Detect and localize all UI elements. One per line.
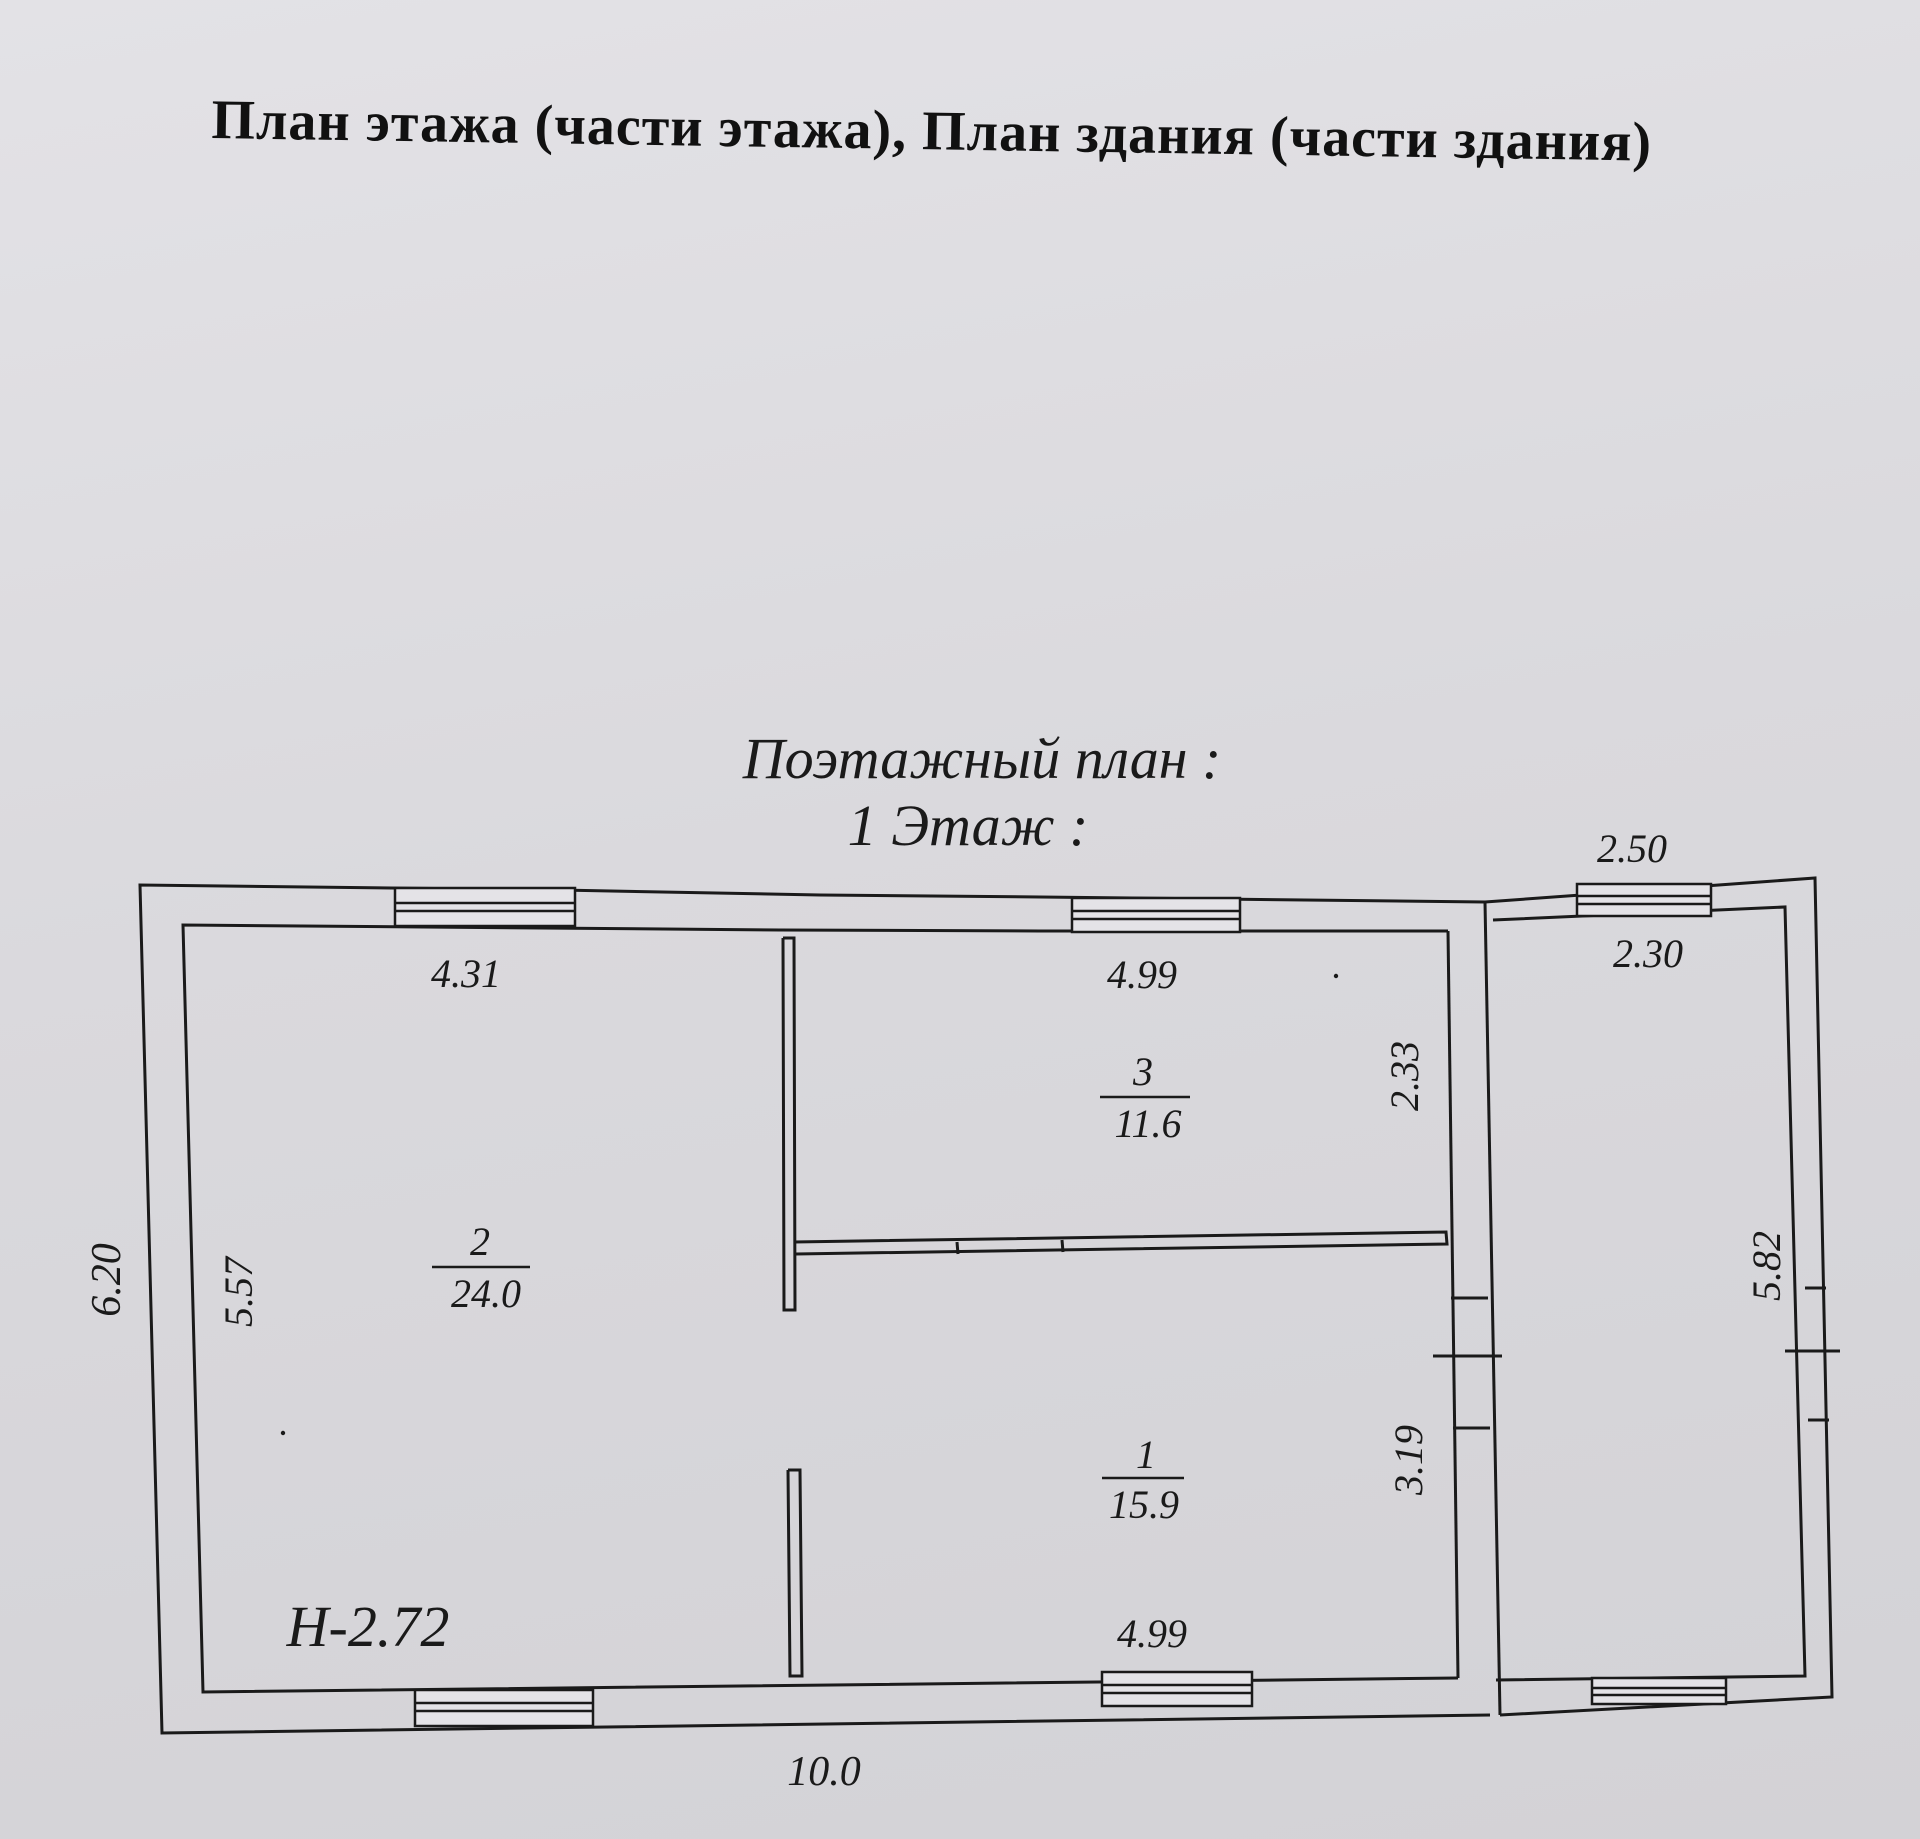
- dim-room2-height: 5.57: [216, 1257, 261, 1327]
- annex-partition-outer: [1448, 931, 1458, 1678]
- page-title: План этажа (части этажа), План здания (части здания): [211, 88, 1653, 174]
- window-bottom-annex: [1592, 1678, 1726, 1704]
- door-mark: [1062, 1240, 1063, 1252]
- room-label-3: [1100, 1049, 1190, 1146]
- dim-room3-height: 2.33: [1382, 1041, 1427, 1111]
- dim-room3-width: 4.99: [1107, 952, 1177, 997]
- room-area: 24.0: [451, 1271, 521, 1316]
- window-top-left: [395, 888, 575, 926]
- room-number: 2: [470, 1219, 490, 1264]
- annex-partition-inner: [1485, 902, 1500, 1715]
- dim-room1-width: 4.99: [1117, 1611, 1187, 1656]
- dim-overall-height: 6.20: [84, 1243, 130, 1317]
- plan-heading-line1: Поэтажный план :: [742, 726, 1222, 791]
- partition-lower: [788, 1470, 802, 1676]
- dim-annex-outer-width: 2.50: [1597, 826, 1667, 871]
- room-label-1: [1102, 1432, 1184, 1527]
- dim-overall-width: 10.0: [787, 1749, 861, 1795]
- door-mark: [957, 1242, 958, 1254]
- room-number: 3: [1133, 1049, 1153, 1094]
- plan-heading-line2: 1 Этаж :: [847, 793, 1089, 858]
- height-label: Н-2.72: [286, 1594, 450, 1659]
- room-area: 15.9: [1109, 1482, 1179, 1527]
- room-number: 1: [1136, 1432, 1156, 1477]
- room-label-2: [432, 1219, 530, 1316]
- room-area: 11.6: [1114, 1101, 1182, 1146]
- windows: [395, 884, 1726, 1726]
- ink-dot: [281, 1431, 285, 1435]
- dim-room2-width: 4.31: [431, 951, 501, 996]
- partition-horizontal: [794, 1232, 1447, 1254]
- inner-wall-main: [183, 925, 1458, 1692]
- window-bottom-middle: [1102, 1672, 1252, 1706]
- ink-dot: [1334, 974, 1338, 978]
- partition-upper: [783, 938, 795, 1310]
- window-top-middle: [1072, 898, 1240, 932]
- dim-room1-height: 3.19: [1386, 1425, 1431, 1495]
- window-top-annex: [1577, 884, 1711, 916]
- dim-annex-height: 5.82: [1744, 1231, 1789, 1301]
- dim-annex-inner-width: 2.30: [1613, 931, 1683, 976]
- window-bottom-left: [415, 1690, 593, 1726]
